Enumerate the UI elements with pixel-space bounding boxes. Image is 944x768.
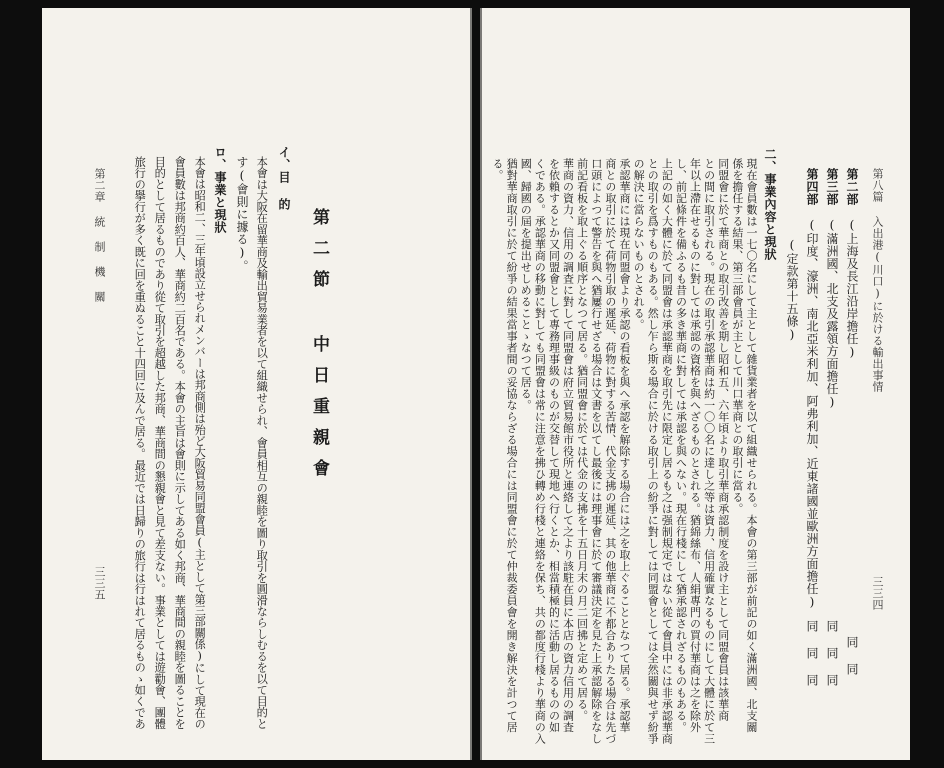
body-line: 商との取引に於て荷物引取の遲延、荷物に對する苦情、代金支拂の遲延、其の他華商に不都合ありたる場合は先づ [603,158,617,745]
body-line: 華商の資力、信用の調査に對して同盟會は府立貿易館市役所と連絡して之より該駐在員に本店の資力信用の調査 [561,158,575,733]
body-line: 年以上滯在せるものに對しては承認の資格を與へざるものとされる。猶綿絲布、人絹專門の買付華商は之を除外 [688,158,702,733]
body-line: との取引を爲すものもある。然し乍ら斯る場合に於ける取引上の紛爭に對しては同盟會としては全然關與せず紛爭 [646,158,660,745]
department-mark: 同 同 同 [825,620,839,687]
body-line: 會員數は邦商約百人、華商約二百名である。本會の主旨は會則に示してある如く邦商、華商間の親睦を圖ることを [173,156,187,730]
left-page [42,8,472,760]
department-scope: (滿洲國、北支及露領方面擔任) [825,218,839,410]
section-heading: 二、事業內容と現狀 [763,148,777,261]
body-line: す(會則に據る)。 [235,156,249,273]
body-line: 口頭によつて警告を與へ猶屢行せざる場合は文書を以てし最後には理事會に於て審議決定を見た上承認解除をなし [589,158,603,745]
department-mark: 同 同 [845,636,859,676]
department-name: 第三部 [825,168,839,206]
section-title: 第二節 中日重親會 [309,208,329,490]
department-scope: (上海及長江沿岸擔任) [845,218,859,360]
department-name: 第四部 [805,168,819,206]
body-line: 猶對華商取引に於て紛爭の結果當事者間の妥協ならざる場合には同盟會に於て仲裁委員會を開き解決を計つて居 [505,158,519,733]
right-page [480,8,910,760]
subsection-heading: イ、目 的 [277,146,291,211]
page-gutter [480,8,482,760]
running-header: 第八篇 入出港(川口)に於ける輸出事情 [871,168,884,393]
body-line: 係を擔任する結果、第三部會員が主として川口華商との取引に當る。 [730,158,744,515]
department-scope: (印度、濠洲、南北亞米利加、阿弗利加、近東諸國並歐洲方面擔任) [805,218,819,610]
body-line: 承認華商には現在同盟會より承認の看板を與へ承認を解除する場合には之を取上ぐることとなつて居る。承認華 [618,158,631,733]
department-name: 第二部 [845,168,859,206]
department-mark: 同 同 同 [805,620,819,687]
body-line: との間に取引される。現在の取引承認華商は約一〇〇名に達し之等は資力、信用確實なるものにして大體に於て三 [702,158,716,745]
body-line: し、前記條件を備ふるも昔の多き華商に對しては承認を與へない。現在行棧にして猶承認されざるものもある。 [674,158,688,733]
page-number: 三三五 [93,566,106,601]
body-line: 上記の如く大體に於て同盟會は承認華商を取引先に限定し居るも之は强制規定ではない從て會員中には非承認華商 [660,158,674,745]
body-line: 同盟會に於て華商との取引改善を期し昭和五、六年頃より取引華商承認制度を設け主として同盟會員は該華商 [716,158,730,722]
body-line: 本會は大阪在留華商及輸出貿易業者を以て組織せられ、會員相互の親睦を圖り取引を圓滑ならしむるを以て目的と [255,156,269,730]
page-number: 三三四 [871,576,884,611]
body-line: 本會は昭和二、三年頃設立せられメンバーは邦商側は殆ど大阪貿易同盟會員(主として第三部關係)にして現在の [193,156,207,730]
department-note: (定款第十五條) [785,238,799,342]
body-line: 國、歸國の屆を提出せしめることゝなつて居る。 [519,158,533,411]
subsection-heading: ロ、事業と現狀 [213,146,227,234]
body-line: 現在會員數は一七〇名にして主として雜貨業者を以て組織せられる。本會の第三部が前記の如く滿洲國、北支關 [745,158,758,733]
running-footer: 第二章 統 制 機 關 [93,168,106,303]
body-line: を依賴するとか又同盟會として專務理事級のものが交替して現地へ行くとか、相當積極的に活動し居るものの如 [547,158,561,733]
body-line: 前記看板を取上ぐる順序となつて居る。猶同盟會に於ては代金の支拂を十五日月末の月二回拂と定めて居る。 [575,158,589,722]
page-gutter [470,8,472,760]
body-line: 目的として居るものであり從て取引を超越した邦商、華商間の懇親會と見て差支ない。事業としては遊勸會、團體 [153,156,167,730]
body-line: る。 [491,158,504,181]
body-line: くである。承認華商の移動に對しても同盟會は常に注意を拂ひ轉め行棧と連絡を保ち、共の都度行棧より華商の入 [533,158,547,745]
body-line: の解決に當らないものとされる。 [632,158,646,331]
body-line: 旅行の擧行が多く既に回を重ぬること十四回に及んで居る。最近では日歸りの旅行は行はれて居るものゝ如くであ [133,156,147,730]
